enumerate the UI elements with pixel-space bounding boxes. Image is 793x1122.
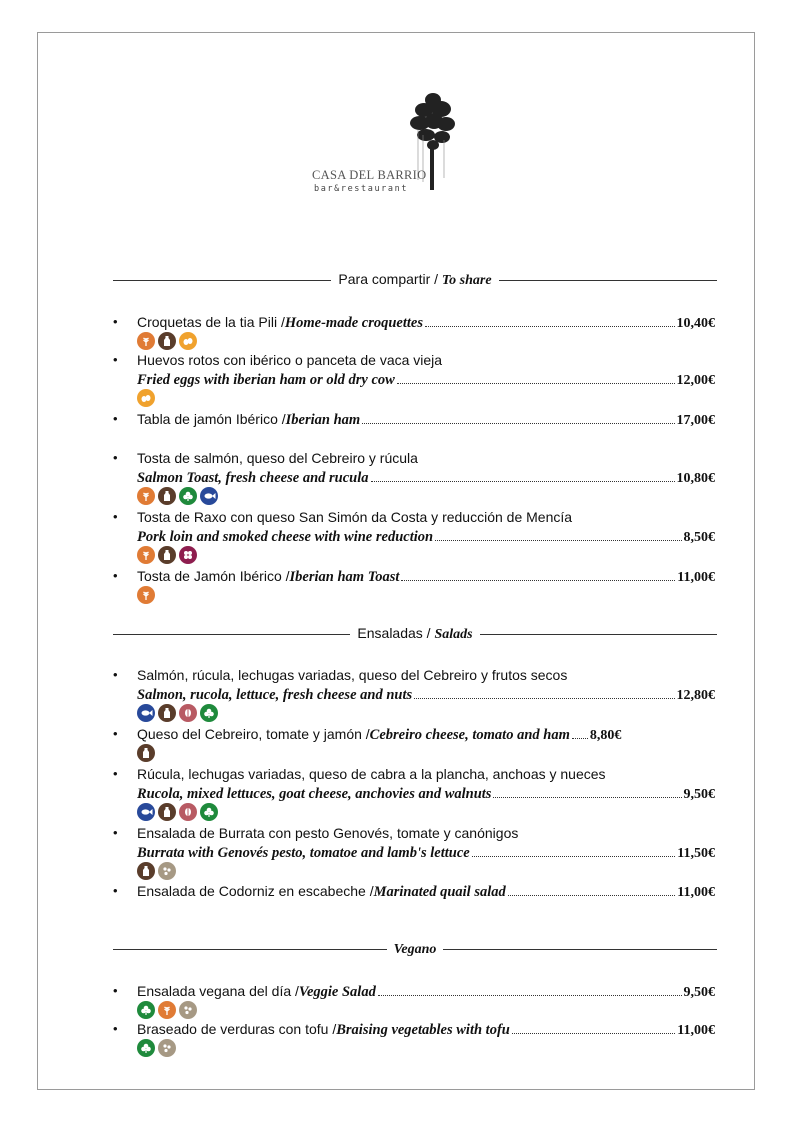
bullet: • [113, 766, 118, 781]
item-price: 11,00€ [677, 1023, 715, 1038]
item-price: 8,80€ [589, 728, 622, 743]
divider [499, 280, 717, 281]
item-name-es: Rúcula, lechugas variadas, queso de cabra a la plancha, anchoas y nueces [137, 766, 606, 782]
item-name-en: Cebreiro cheese, tomato and ham [369, 727, 570, 743]
item-name-es: Huevos rotos con ibérico o panceta de vaca vieja [137, 352, 443, 368]
mustard-icon [179, 1001, 197, 1019]
item-name-en: Home-made croquettes [284, 315, 423, 331]
logo-name: CASA DEL BARRIO [312, 168, 427, 182]
section-title-en: To share [441, 273, 492, 288]
item-price: 12,00€ [676, 373, 715, 388]
section-header-vegan [113, 939, 717, 959]
item-price: 10,80€ [676, 471, 715, 486]
nuts-icon [179, 704, 197, 722]
celery-icon [200, 704, 218, 722]
lactose-icon [158, 803, 176, 821]
menu-item [113, 1019, 715, 1039]
item-name-es: Ensalada vegana del día / [137, 983, 299, 999]
item-name-es: Tosta de Jamón Ibérico / [137, 568, 290, 584]
item-name-en: Veggie Salad [298, 984, 376, 1000]
menu-item [113, 312, 715, 332]
lactose-icon [137, 744, 155, 762]
item-name-es: Croquetas de la tia Pili / [137, 314, 285, 330]
logo-tagline: bar&restaurant [314, 184, 409, 194]
allergen-icons [137, 862, 176, 880]
menu-item [113, 764, 715, 804]
item-name-en: Marinated quail salad [373, 884, 506, 900]
item-name-es: Salmón, rúcula, lechugas variadas, queso del Cebreiro y frutos secos [137, 667, 568, 683]
egg-icon [137, 389, 155, 407]
item-name-en: Iberian ham Toast [289, 569, 400, 585]
divider [113, 280, 331, 281]
item-price: 17,00€ [676, 413, 715, 428]
nuts-icon [179, 803, 197, 821]
bullet: • [113, 352, 118, 367]
gluten-icon [137, 332, 155, 350]
fish-icon [137, 704, 155, 722]
bullet: • [113, 314, 118, 329]
section-title-en: Salads [434, 627, 473, 642]
lactose-icon [158, 332, 176, 350]
section-header-salads [113, 624, 717, 644]
item-name-en: Fried eggs with iberian ham or old dry cow [137, 372, 395, 388]
item-price: 9,50€ [683, 985, 715, 1000]
bullet: • [113, 983, 118, 998]
item-name-es: Ensalada de Burrata con pesto Genovés, tomate y canónigos [137, 825, 519, 841]
menu-item [113, 350, 715, 390]
gluten-icon [137, 546, 155, 564]
item-name-es: Tosta de salmón, queso del Cebreiro y rúcula [137, 450, 418, 466]
celery-icon [137, 1039, 155, 1057]
allergen-icons [137, 332, 197, 350]
lactose-icon [137, 862, 155, 880]
item-name-en: Pork loin and smoked cheese with wine reduction [137, 529, 434, 545]
item-price: 11,00€ [677, 885, 715, 900]
bullet: • [113, 1021, 118, 1036]
item-name-es: Tabla de jamón Ibérico / [137, 411, 286, 427]
menu-item [113, 448, 715, 488]
gluten-icon [137, 586, 155, 604]
bullet: • [113, 883, 118, 898]
bullet: • [113, 726, 118, 741]
divider [113, 949, 387, 950]
celery-icon [179, 487, 197, 505]
lactose-icon [158, 546, 176, 564]
menu-item [113, 409, 715, 429]
menu-item [113, 566, 715, 586]
item-price: 8,50€ [683, 530, 715, 545]
sulfite-icon [179, 546, 197, 564]
bullet: • [113, 825, 118, 840]
menu-item [113, 507, 715, 547]
allergen-icons [137, 586, 155, 604]
item-name-en: Burrata with Genovés pesto, tomatoe and lamb's lettuce [137, 845, 470, 861]
bullet: • [113, 411, 118, 426]
allergen-icons [137, 1039, 176, 1057]
section-title-en: Vegano [393, 942, 437, 957]
item-name-en: Salmon Toast, fresh cheese and rucula [137, 470, 369, 486]
menu-item [113, 881, 715, 901]
menu-item [113, 981, 715, 1001]
item-name-es: Braseado de verduras con tofu / [137, 1021, 337, 1037]
bullet: • [113, 568, 118, 583]
gluten-icon [158, 1001, 176, 1019]
menu-item [113, 665, 715, 705]
divider [443, 949, 717, 950]
item-name-en: Salmon, rucola, lettuce, fresh cheese and nuts [137, 687, 413, 703]
celery-icon [200, 803, 218, 821]
allergen-icons [137, 487, 218, 505]
menu-item [113, 823, 715, 863]
allergen-icons [137, 546, 197, 564]
mustard-icon [158, 862, 176, 880]
item-name-en: Braising vegetables with tofu [336, 1022, 510, 1038]
item-name-en: Rucola, mixed lettuces, goat cheese, anchovies and walnuts [137, 786, 492, 802]
item-name-es: Ensalada de Codorniz en escabeche / [137, 883, 374, 899]
allergen-icons [137, 389, 155, 407]
fish-icon [200, 487, 218, 505]
allergen-icons [137, 704, 218, 722]
divider [113, 634, 350, 635]
item-name-es: Queso del Cebreiro, tomate y jamón / [137, 726, 370, 742]
egg-icon [179, 332, 197, 350]
item-price: 11,50€ [677, 846, 715, 861]
celery-icon [137, 1001, 155, 1019]
allergen-icons [137, 803, 218, 821]
bullet: • [113, 667, 118, 682]
section-title-es: Ensaladas / [357, 625, 435, 641]
mustard-icon [158, 1039, 176, 1057]
menu-item [113, 724, 715, 744]
fish-icon [137, 803, 155, 821]
item-name-es: Tosta de Raxo con queso San Simón da Costa y reducción de Mencía [137, 509, 573, 525]
section-header-to-share [113, 270, 717, 290]
section-title-es: Para compartir / [338, 271, 442, 287]
item-price: 12,80€ [676, 688, 715, 703]
item-price: 11,00€ [677, 570, 715, 585]
gluten-icon [137, 487, 155, 505]
restaurant-logo [312, 88, 462, 198]
divider [480, 634, 717, 635]
allergen-icons [137, 1001, 197, 1019]
bullet: • [113, 509, 118, 524]
lactose-icon [158, 704, 176, 722]
item-price: 9,50€ [683, 787, 715, 802]
item-name-en: Iberian ham [285, 412, 361, 428]
bullet: • [113, 450, 118, 465]
lactose-icon [158, 487, 176, 505]
item-price: 10,40€ [676, 316, 715, 331]
allergen-icons [137, 744, 155, 762]
